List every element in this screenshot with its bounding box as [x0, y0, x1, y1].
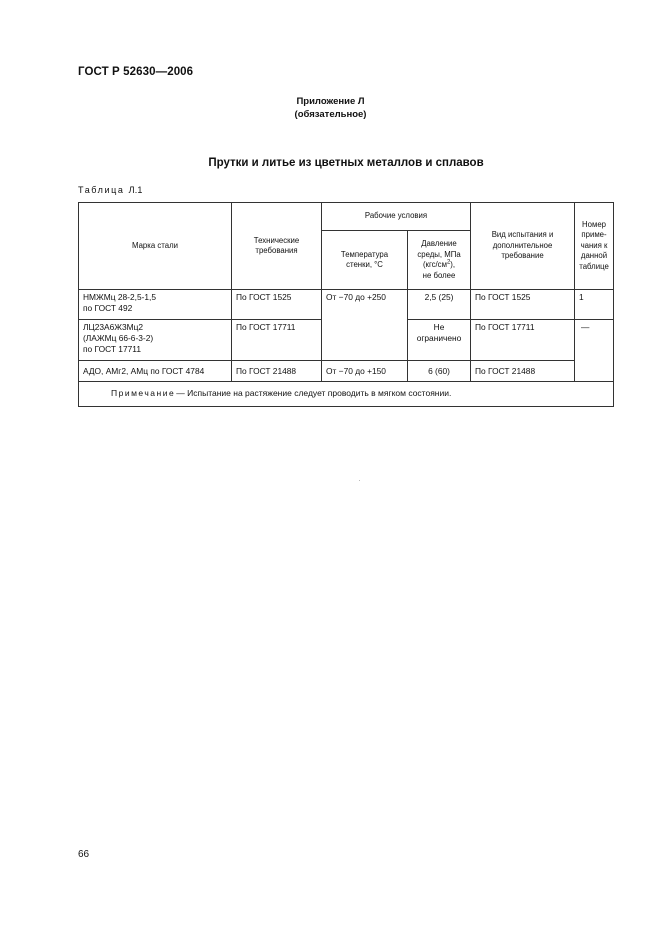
table-row — [79, 290, 614, 320]
cell-tech: По ГОСТ 17711 — [232, 320, 322, 361]
appendix-status: (обязательное) — [294, 109, 367, 120]
header-pressure: Давление среды, МПа $(кгс/см^2)$, не более — [408, 231, 471, 290]
table-label — [78, 185, 143, 195]
header-temperature: Температура стенки, °С — [322, 231, 408, 290]
header-grade: Марка стали — [79, 203, 232, 290]
header-test: Вид испытания и дополнительное требование — [471, 203, 575, 290]
table-row — [79, 361, 614, 382]
header-tech: Технические требования — [232, 203, 322, 290]
header-note-number: Номер приме- чания к данной таблице — [575, 203, 614, 290]
table-note — [79, 382, 614, 407]
standard-designation: ГОСТ Р 52630—2006 — [78, 66, 194, 78]
cell-tech: По ГОСТ 21488 — [232, 361, 322, 382]
header-conditions: Рабочие условия — [322, 203, 471, 231]
cell-test: По ГОСТ 21488 — [471, 361, 575, 382]
cell-test: По ГОСТ 17711 — [471, 320, 575, 361]
cell-temperature: От −70 до +250 — [322, 290, 408, 361]
cell-pressure: 6 (60) — [408, 361, 471, 382]
section-title: Прутки и литье из цветных металлов и сплавов — [208, 157, 484, 169]
cell-note-number: 1 — [575, 290, 614, 320]
cell-grade: ЛЦ23А6Ж3Мц2 (ЛАЖМц 66-6-3-2) по ГОСТ 17711 — [79, 320, 232, 361]
cell-temperature: От −70 до +150 — [322, 361, 408, 382]
scan-speck — [359, 480, 360, 481]
cell-test: По ГОСТ 1525 — [471, 290, 575, 320]
note-text: — Испытание на растяжение следует проводить в мягком состоянии. — [173, 388, 452, 398]
cell-pressure: 2,5 (25) — [408, 290, 471, 320]
materials-table — [78, 202, 614, 407]
cell-note-number: — — [575, 320, 614, 382]
cell-pressure: Не ограничено — [408, 320, 471, 361]
cell-tech: По ГОСТ 1525 — [232, 290, 322, 320]
appendix-title: Приложение Л — [296, 96, 365, 107]
table-note-row — [79, 382, 614, 407]
note-label: Примечание — [111, 388, 174, 398]
page-number: 66 — [78, 849, 90, 860]
table-label-word: Таблица — [78, 185, 125, 195]
cell-grade: АДО, АМг2, АМц по ГОСТ 4784 — [79, 361, 232, 382]
table-label-number: Л.1 — [128, 185, 143, 195]
cell-grade: НМЖМц 28-2,5-1,5 по ГОСТ 492 — [79, 290, 232, 320]
